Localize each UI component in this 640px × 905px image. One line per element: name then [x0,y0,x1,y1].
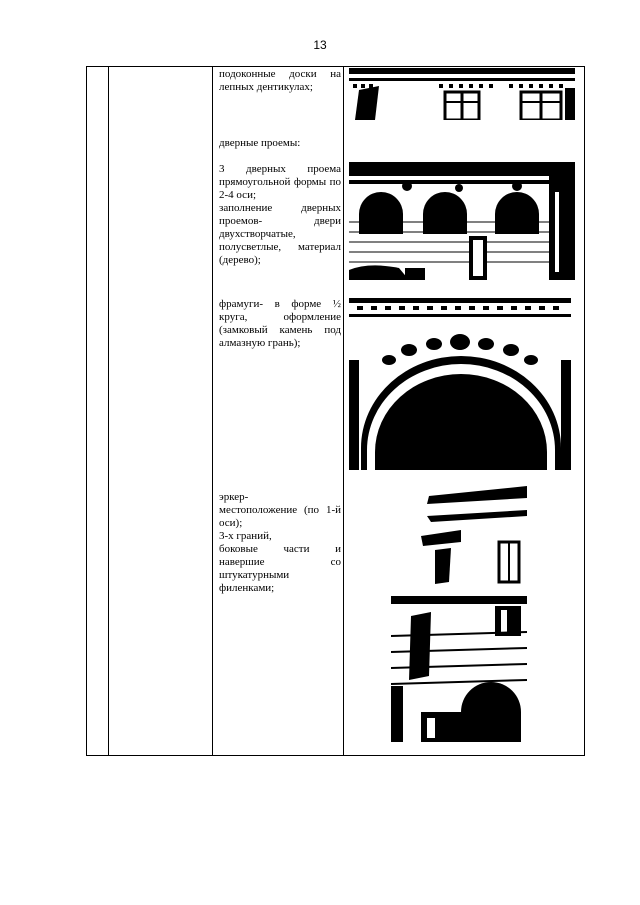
row-window-sills-text [219,68,341,94]
table-border-bottom [86,755,585,756]
row-transom-text [219,298,341,350]
description-text: 3 дверных проема прямоугольной формы по 2-4 оси; [219,163,341,201]
column-divider-1 [108,66,109,756]
row-bay-window-text [219,491,341,595]
section-heading: эркер- [219,491,249,503]
heritage-table [86,66,585,756]
table-border-right [584,66,585,756]
column-divider-2 [212,66,213,756]
table-border-left [86,66,87,756]
column-divider-3 [343,66,344,756]
description-text: 3-х граний, [219,530,272,542]
description-text: подоконные доски на лепных дентикулах; [219,68,341,93]
transom-arch-photo [349,298,571,470]
table-border-top [86,66,585,67]
description-text: боковые части и навершие со штукатурными филенками; [219,543,341,594]
description-text: фрамуги- в форме ½ круга, оформление (замковый камень под алмазную грань); [219,298,341,349]
section-heading: дверные проемы: [219,137,301,149]
bay-window-photo [391,486,527,742]
window-sills-photo [349,68,575,120]
row-doorways-text [219,137,341,267]
description-text: заполнение дверных проемов- двери двухстворчатые, полусветлые, материал (дерево); [219,202,341,266]
doorways-photo [349,162,575,280]
description-text: местоположение (по 1-й оси); [219,504,341,529]
page-number: 13 [313,38,327,52]
